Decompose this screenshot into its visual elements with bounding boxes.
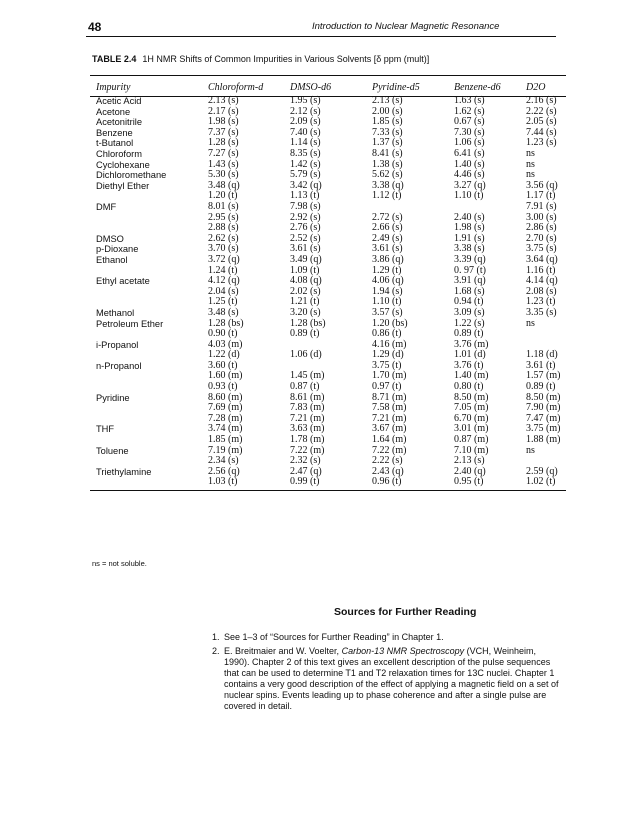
shift-cell: 3.20 (s) (290, 306, 321, 318)
column-header: Pyridine-d5 (372, 81, 420, 93)
shift-cell: 2.08 (s) (526, 285, 557, 297)
shift-cell: 3.38 (q) (372, 179, 404, 191)
shift-cell: 1.22 (d) (208, 349, 240, 361)
shift-cell: 2.62 (s) (208, 232, 239, 244)
shift-cell: 2.40 (q) (454, 465, 486, 477)
impurity-cell (90, 371, 208, 382)
shift-cell: 1.10 (t) (454, 190, 484, 202)
shift-cell: 3.70 (s) (208, 243, 239, 255)
shift-cell: 2.66 (s) (372, 222, 403, 234)
shift-cell: 7.91 (s) (526, 200, 557, 212)
shift-cell: 2.13 (s) (372, 95, 403, 107)
impurity-cell (90, 266, 208, 277)
table-row (90, 255, 572, 266)
shift-cell: 1.14 (s) (290, 137, 321, 149)
reference-number: 2. (212, 646, 220, 656)
impurity-cell: Pyridine (96, 392, 130, 403)
shift-cell: 3.61 (s) (372, 243, 403, 255)
shift-cell: 2.16 (s) (526, 95, 557, 107)
table-caption-block (92, 54, 429, 64)
shift-cell: 1.62 (s) (454, 105, 485, 117)
impurity-cell: Cyclohexane (96, 159, 150, 170)
shift-cell: 1.60 (m) (208, 370, 243, 382)
shift-cell: 0.87 (t) (290, 381, 320, 393)
shift-cell: 1.18 (d) (526, 349, 558, 361)
shift-cell: 7.19 (m) (208, 444, 243, 456)
table-footnote: ns = not soluble. (92, 559, 147, 568)
shift-cell: 1.43 (s) (208, 158, 239, 170)
shift-cell: 3.00 (s) (526, 211, 557, 223)
shift-cell: 1.06 (d) (290, 349, 322, 361)
shift-cell: 6.41 (s) (454, 148, 485, 160)
table-row (90, 318, 572, 329)
shift-cell (526, 329, 572, 340)
shift-cell: 0.67 (s) (454, 116, 485, 128)
reference-number: 1. (212, 632, 220, 642)
shift-cell: 1.70 (m) (372, 370, 407, 382)
impurity-cell (90, 223, 208, 234)
table-row (90, 340, 572, 351)
shift-cell: 1.40 (m) (454, 370, 489, 382)
shift-cell: 0.89 (t) (526, 381, 556, 393)
shift-cell: 3.76 (m) (454, 338, 489, 350)
shift-cell: 3.56 (q) (526, 179, 558, 191)
impurity-cell: i-Propanol (96, 339, 139, 350)
shift-cell: 1.98 (s) (454, 222, 485, 234)
shift-cell: 1.37 (s) (372, 137, 403, 149)
reference-text: See 1–3 of “Sources for Further Reading” in Chapter 1. (224, 632, 444, 642)
impurity-cell: p-Dioxane (96, 244, 139, 255)
table-row (90, 244, 572, 255)
column-header: Benzene-d6 (454, 81, 501, 93)
table-row (90, 477, 572, 488)
shift-cell: 4.12 (q) (208, 275, 240, 287)
table-row (90, 329, 572, 340)
column-header: DMSO-d6 (290, 81, 332, 93)
shift-cell: 7.58 (m) (372, 402, 407, 414)
shift-cell: 8.50 (m) (454, 391, 489, 403)
impurity-cell: Toluene (96, 445, 129, 456)
impurity-cell (90, 213, 208, 224)
shift-cell: 1.28 (s) (208, 137, 239, 149)
impurity-cell (90, 435, 208, 446)
header-rule (86, 36, 556, 37)
shift-cell: 2.43 (q) (372, 465, 404, 477)
shift-cell: ns (526, 317, 535, 329)
shift-cell: 2.86 (s) (526, 222, 557, 234)
shift-cell: 8.35 (s) (290, 148, 321, 160)
table-row (90, 276, 572, 287)
shift-cell: 0. 97 (t) (454, 264, 486, 276)
shift-cell: 7.83 (m) (290, 402, 325, 414)
table-row (90, 414, 572, 425)
reference-item (212, 646, 560, 712)
shift-cell: 3.64 (q) (526, 253, 558, 265)
impurity-cell: Petroleum Ether (96, 318, 164, 329)
shift-cell: 1.20 (t) (208, 190, 238, 202)
shift-cell: 3.75 (s) (526, 243, 557, 255)
shift-cell: 1.09 (t) (290, 264, 320, 276)
table-row (90, 170, 572, 181)
shift-cell: 0.80 (t) (454, 381, 484, 393)
shift-cell: 2.32 (s) (290, 455, 321, 467)
shift-cell: 3.76 (t) (454, 359, 484, 371)
shift-cell: 0.87 (m) (454, 434, 489, 446)
table-row (90, 234, 572, 245)
shift-cell: 2.05 (s) (526, 116, 557, 128)
reference-book-title: Carbon-13 NMR Spectroscopy (341, 646, 465, 656)
shift-cell: 7.22 (m) (290, 444, 325, 456)
shift-cell: 1.12 (t) (372, 190, 402, 202)
impurity-cell (90, 297, 208, 308)
shift-cell: 0.89 (t) (454, 328, 484, 340)
shift-cell: 0.99 (t) (290, 476, 320, 488)
shift-cell: ns (526, 444, 535, 456)
shift-cell: 3.72 (q) (208, 253, 240, 265)
shift-cell: 7.98 (s) (290, 200, 321, 212)
shift-cell: 3.60 (t) (208, 359, 238, 371)
shift-cell: 1.02 (t) (526, 476, 556, 488)
shift-cell: 0.97 (t) (372, 381, 402, 393)
impurity-cell: Ethyl acetate (96, 276, 150, 287)
shift-cell (454, 202, 526, 213)
table-row (90, 160, 572, 171)
table-bottom-rule (90, 490, 566, 491)
shift-cell: 8.50 (m) (526, 391, 561, 403)
shift-cell: 2.22 (s) (526, 105, 557, 117)
shift-cell: 4.08 (q) (290, 275, 322, 287)
shift-cell: 3.91 (q) (454, 275, 486, 287)
table-row (90, 350, 572, 361)
shift-cell: 1.38 (s) (372, 158, 403, 170)
shift-cell: 3.63 (m) (290, 423, 325, 435)
shift-cell: 1.64 (m) (372, 434, 407, 446)
shift-cell: 4.46 (s) (454, 169, 485, 181)
shift-cell: 1.13 (t) (290, 190, 320, 202)
impurity-cell (90, 382, 208, 393)
shift-cell: 3.27 (q) (454, 179, 486, 191)
shift-cell: 1.98 (s) (208, 116, 239, 128)
table-row (90, 117, 572, 128)
shift-cell: 0.95 (t) (454, 476, 484, 488)
shift-cell: 1.78 (m) (290, 434, 325, 446)
shift-cell: 2.09 (s) (290, 116, 321, 128)
shift-cell: 3.75 (t) (372, 359, 402, 371)
table-row (90, 149, 572, 160)
shift-cell: 1.21 (t) (290, 296, 320, 308)
table-row (90, 393, 572, 404)
shift-cell: 1.25 (t) (208, 296, 238, 308)
shift-cell: 2.76 (s) (290, 222, 321, 234)
shift-cell: 1.28 (bs) (290, 317, 326, 329)
shift-cell: 2.95 (s) (208, 211, 239, 223)
shift-cell: 3.75 (m) (526, 423, 561, 435)
shift-cell: 2.52 (s) (290, 232, 321, 244)
shift-cell: 7.21 (m) (372, 412, 407, 424)
shift-cell: 1.23 (t) (526, 296, 556, 308)
shift-cell: 1.20 (bs) (372, 317, 408, 329)
shift-cell: 1.16 (t) (526, 264, 556, 276)
shift-cell: 1.95 (s) (290, 95, 321, 107)
shift-cell: 3.09 (s) (454, 306, 485, 318)
impurity-cell: Acetic Acid (96, 96, 142, 107)
shift-cell: 1.29 (d) (372, 349, 404, 361)
shift-cell: 1.85 (m) (208, 434, 243, 446)
reference-description: (VCH, Weinheim, 1990). Chapter 2 of this text gives an excellent description of the pulse sequences that can be used to determine T1 and T2 relaxation times for 13C nuclei. Chapter 1 contains a very good description of the effect of applying a magnetic field on a set of nuclear spins. Events leading up to phase coherence and after a single pulse are covered in detail. (224, 646, 559, 711)
shift-cell: 1.17 (t) (526, 190, 556, 202)
shift-cell: 3.48 (s) (208, 306, 239, 318)
shift-cell: 1.01 (d) (454, 349, 486, 361)
impurity-cell: Acetonitrile (96, 117, 142, 128)
shift-cell: 2.13 (s) (208, 95, 239, 107)
table-row (90, 213, 572, 224)
reference-list (212, 632, 560, 715)
column-header: Impurity (96, 81, 131, 93)
shift-cell: 2.22 (s) (372, 455, 403, 467)
shift-cell: 3.38 (s) (454, 243, 485, 255)
shift-cell: 1.42 (s) (290, 158, 321, 170)
shift-cell: 7.69 (m) (208, 402, 243, 414)
shift-cell: 3.35 (s) (526, 306, 557, 318)
shift-cell: 2.47 (q) (290, 465, 322, 477)
shift-cell: 2.70 (s) (526, 232, 557, 244)
shift-cell: 7.40 (s) (290, 126, 321, 138)
shift-cell: 1.68 (s) (454, 285, 485, 297)
shift-cell: 0.90 (t) (208, 328, 238, 340)
shift-cell: 3.49 (q) (290, 253, 322, 265)
shift-cell: 2.92 (s) (290, 211, 321, 223)
shift-cell: 2.13 (s) (454, 455, 485, 467)
impurity-cell: n-Propanol (96, 360, 142, 371)
shift-cell: 1.22 (s) (454, 317, 485, 329)
shift-cell: 3.61 (t) (526, 359, 556, 371)
running-title: Introduction to Nuclear Magnetic Resonance (312, 21, 500, 32)
impurity-cell: Ethanol (96, 254, 128, 265)
shift-cell: 2.49 (s) (372, 232, 403, 244)
reference-text (224, 646, 560, 712)
shift-cell: 2.00 (s) (372, 105, 403, 117)
shift-cell: 7.21 (m) (290, 412, 325, 424)
shift-cell: 8.60 (m) (208, 391, 243, 403)
shift-cell: 8.71 (m) (372, 391, 407, 403)
shift-cell: ns (526, 148, 535, 160)
table-row (90, 181, 572, 192)
table-row (90, 96, 572, 107)
shift-cell: 1.94 (s) (372, 285, 403, 297)
shift-cell: 3.67 (m) (372, 423, 407, 435)
table-row (90, 456, 572, 467)
impurity-cell: Methanol (96, 307, 135, 318)
table-body (90, 96, 572, 488)
shift-cell: 7.30 (s) (454, 126, 485, 138)
shift-cell: 4.16 (m) (372, 338, 407, 350)
shift-cell: 3.74 (m) (208, 423, 243, 435)
shift-cell: 1.57 (m) (526, 370, 561, 382)
impurity-cell: THF (96, 424, 115, 435)
shift-cell: 1.03 (t) (208, 476, 238, 488)
table-caption: 1H NMR Shifts of Common Impurities in Various Solvents [δ ppm (mult)] (142, 54, 430, 64)
shift-cell: 2.12 (s) (290, 105, 321, 117)
table-row (90, 191, 572, 202)
table-row (90, 266, 572, 277)
table-label: TABLE 2.4 (92, 54, 137, 64)
shift-cell: 3.61 (s) (290, 243, 321, 255)
shift-cell: 0.89 (t) (290, 328, 320, 340)
shift-cell: 8.61 (m) (290, 391, 325, 403)
shift-cell: 3.39 (q) (454, 253, 486, 265)
nmr-shifts-table (90, 80, 572, 488)
impurity-cell (90, 403, 208, 414)
shift-cell: 5.30 (s) (208, 169, 239, 181)
table-row (90, 467, 572, 478)
shift-cell: 1.28 (bs) (208, 317, 244, 329)
shift-cell (372, 202, 454, 213)
shift-cell: 3.01 (m) (454, 423, 489, 435)
impurity-cell (90, 287, 208, 298)
impurity-cell (90, 329, 208, 340)
table-row (90, 424, 572, 435)
shift-cell: 1.10 (t) (372, 296, 402, 308)
table-row (90, 287, 572, 298)
column-header: D2O (526, 81, 546, 93)
shift-cell: 1.91 (s) (454, 232, 485, 244)
shift-cell: 7.10 (m) (454, 444, 489, 456)
shift-cell: ns (526, 158, 535, 170)
shift-cell: 4.06 (q) (372, 275, 404, 287)
reference-item (212, 632, 560, 643)
impurity-cell (90, 191, 208, 202)
impurity-cell: DMF (96, 201, 117, 212)
shift-cell: 3.48 (q) (208, 179, 240, 191)
shift-cell: 7.22 (m) (372, 444, 407, 456)
shift-cell: 2.17 (s) (208, 105, 239, 117)
table-row (90, 297, 572, 308)
shift-cell: 8.01 (s) (208, 200, 239, 212)
impurity-cell: Triethylamine (96, 466, 152, 477)
table-top-rule (90, 75, 566, 76)
table-row (90, 308, 572, 319)
shift-cell: 1.85 (s) (372, 116, 403, 128)
table-header-row (90, 80, 572, 96)
shift-cell: 1.23 (s) (526, 137, 557, 149)
table-row (90, 371, 572, 382)
shift-cell: 3.86 (q) (372, 253, 404, 265)
table-row (90, 202, 572, 213)
impurity-cell: Benzene (96, 127, 133, 138)
table-row (90, 223, 572, 234)
impurity-cell: Dichloromethane (96, 170, 167, 181)
shift-cell: 1.45 (m) (290, 370, 325, 382)
shift-cell: 7.90 (m) (526, 402, 561, 414)
reference-authors: E. Breitmaier and W. Voelter, (224, 646, 340, 656)
shift-cell: 1.40 (s) (454, 158, 485, 170)
shift-cell: 7.33 (s) (372, 126, 403, 138)
shift-cell: 1.63 (s) (454, 95, 485, 107)
shift-cell: 7.27 (s) (208, 148, 239, 160)
shift-cell: 0.86 (t) (372, 328, 402, 340)
shift-cell: 7.44 (s) (526, 126, 557, 138)
table-row (90, 435, 572, 446)
shift-cell: 1.24 (t) (208, 264, 238, 276)
impurity-cell: Acetone (96, 106, 131, 117)
shift-cell: ns (526, 169, 535, 181)
shift-cell: 7.05 (m) (454, 402, 489, 414)
shift-cell: 3.42 (q) (290, 179, 322, 191)
shift-cell: 2.56 (q) (208, 465, 240, 477)
shift-cell: 6.70 (m) (454, 412, 489, 424)
table-row (90, 138, 572, 149)
shift-cell: 7.28 (m) (208, 412, 243, 424)
table-row (90, 107, 572, 118)
shift-cell: 3.57 (s) (372, 306, 403, 318)
shift-cell: 4.03 (m) (208, 338, 243, 350)
impurity-cell: Chloroform (96, 149, 142, 160)
page-number: 48 (88, 20, 102, 34)
shift-cell: 5.79 (s) (290, 169, 321, 181)
impurity-cell: t-Butanol (96, 138, 134, 149)
shift-cell: 1.29 (t) (372, 264, 402, 276)
table-row (90, 382, 572, 393)
impurity-cell: DMSO (96, 233, 124, 244)
shift-cell: 0.96 (t) (372, 476, 402, 488)
impurity-cell (90, 456, 208, 467)
sources-title: Sources for Further Reading (334, 606, 477, 618)
shift-cell: 7.47 (m) (526, 412, 561, 424)
impurity-cell (90, 414, 208, 425)
shift-cell: 4.14 (q) (526, 275, 558, 287)
shift-cell: 2.88 (s) (208, 222, 239, 234)
shift-cell: 0.93 (t) (208, 381, 238, 393)
shift-cell: 2.72 (s) (372, 211, 403, 223)
impurity-cell (90, 477, 208, 488)
shift-cell: 2.59 (q) (526, 465, 558, 477)
shift-cell: 2.34 (s) (208, 455, 239, 467)
shift-cell: 2.04 (s) (208, 285, 239, 297)
shift-cell: 0.94 (t) (454, 296, 484, 308)
column-header: Chloroform-d (208, 81, 264, 93)
shift-cell: 1.06 (s) (454, 137, 485, 149)
table-row (90, 403, 572, 414)
table-row (90, 128, 572, 139)
table-row (90, 446, 572, 457)
shift-cell: 1.88 (m) (526, 434, 561, 446)
impurity-cell: Diethyl Ether (96, 180, 150, 191)
shift-cell: 2.02 (s) (290, 285, 321, 297)
table-row (90, 361, 572, 372)
shift-cell: 8.41 (s) (372, 148, 403, 160)
shift-cell: 7.37 (s) (208, 126, 239, 138)
impurity-cell (90, 350, 208, 361)
shift-cell: 2.40 (s) (454, 211, 485, 223)
shift-cell: 5.62 (s) (372, 169, 403, 181)
